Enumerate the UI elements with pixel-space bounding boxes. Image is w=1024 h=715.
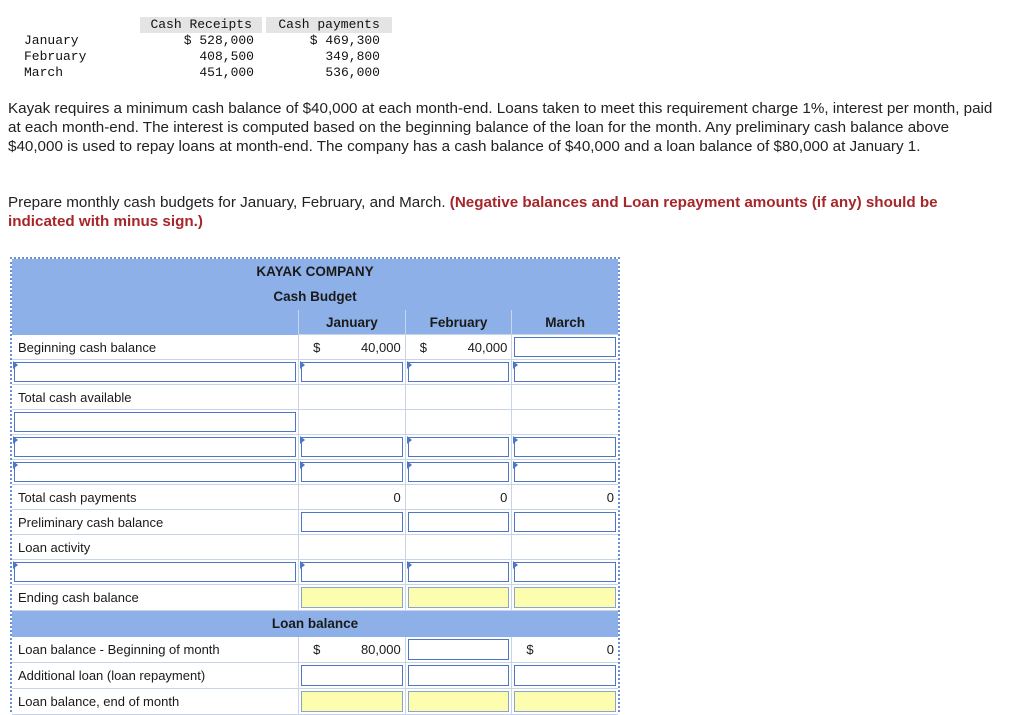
additional-loan-mar-input[interactable] [511,663,618,689]
dropdown-marker-icon [513,361,518,369]
cash-data-header [18,17,392,33]
value: 40,000 [467,339,508,355]
table-row [18,65,392,81]
currency-symbol: $ [526,642,534,657]
company-name: KAYAK COMPANY [256,264,374,279]
receipts-label-input[interactable] [12,360,298,385]
header-february: February [405,310,512,335]
receipts-mar-input[interactable] [511,360,618,385]
payment-feb-input[interactable] [405,460,512,485]
loan-end-jan-input[interactable] [298,689,405,715]
table-row [18,49,392,65]
dropdown-marker-icon [300,361,305,369]
loan-balance-title: Loan balance [271,616,359,631]
total-cash-available-mar [511,385,618,410]
dropdown-marker-icon [300,436,305,444]
month-label: March [24,65,64,80]
budget-title: Cash Budget [273,289,357,304]
preliminary-mar-input[interactable] [511,510,618,535]
instructions-paragraph: Kayak requires a minimum cash balance of $40,000 at each month-end. Loans taken to meet this requirement charge 1%, interest per month, paid at each month-end. The interest is computed based on the beginning balance of the loan for the month. Any preliminary cash balance above $40,000 is used to repay loans at month-end. The company has a cash balance of $40,000 and a loan balance of $80,000 at January 1. [8,100,993,155]
payment-mar-input[interactable] [511,435,618,460]
total-cash-payments-jan [298,485,405,510]
blank-cell [298,535,405,560]
total-cash-available-jan [298,385,405,410]
dropdown-marker-icon [513,461,518,469]
payment-label-input[interactable] [12,435,298,460]
ending-cash-feb-input[interactable] [405,585,512,611]
additional-loan-row [12,663,618,689]
title-row [12,284,618,310]
header-january: January [298,310,405,335]
loan-end-feb-input[interactable] [405,689,512,715]
dropdown-marker-icon [300,561,305,569]
preliminary-feb-input[interactable] [405,510,512,535]
month-label: January [24,33,79,48]
payment-jan-input[interactable] [298,460,405,485]
table-row [18,33,392,49]
loan-beginning-feb-input[interactable] [405,637,512,663]
loan-activity-label: Loan activity [12,535,298,560]
cash-data-table [18,17,392,81]
month-header-row [12,310,618,335]
dropdown-marker-icon [13,436,18,444]
payment-input-row [12,460,618,485]
blank-cell [405,535,512,560]
dropdown-marker-icon [13,361,18,369]
currency-symbol: $ [313,642,321,657]
beginning-cash-jan [298,335,405,360]
ending-cash-label: Ending cash balance [12,585,298,611]
preliminary-cash-label: Preliminary cash balance [12,510,298,535]
beginning-cash-row [12,335,618,360]
receipts-jan-input[interactable] [298,360,405,385]
loan-activity-label-input[interactable] [12,560,298,585]
dropdown-marker-icon [407,361,412,369]
dropdown-marker-icon [407,461,412,469]
header-blank [18,17,140,33]
loan-activity-feb-input[interactable] [405,560,512,585]
dropdown-marker-icon [513,436,518,444]
receipts-input-row [12,360,618,385]
payments-value: 349,800 [325,49,380,64]
currency-symbol: $ [313,339,321,355]
value: 80,000 [360,642,401,657]
loan-beginning-row [12,637,618,663]
header-label-blank [12,310,298,335]
value: 40,000 [360,339,401,355]
header-cash-payments: Cash payments [266,17,392,33]
total-cash-available-label: Total cash available [12,385,298,410]
beginning-cash-mar-input[interactable] [511,335,618,360]
ending-cash-row [12,585,618,611]
preliminary-jan-input[interactable] [298,510,405,535]
loan-activity-input-row [12,560,618,585]
currency-symbol: $ [419,339,427,355]
dropdown-marker-icon [13,461,18,469]
cash-budget-worksheet [10,257,620,712]
task-emphasis: (Negative balances and Loan repayment amounts (if any) should be indicated with minus sign.) [8,194,938,230]
payment-feb-input[interactable] [405,435,512,460]
additional-loan-feb-input[interactable] [405,663,512,689]
payment-input-row [12,435,618,460]
dropdown-marker-icon [513,561,518,569]
payments-value: $ 469,300 [309,33,380,48]
total-cash-payments-mar [511,485,618,510]
total-cash-payments-row [12,485,618,510]
value: 0 [500,489,508,505]
additional-loan-jan-input[interactable] [298,663,405,689]
beginning-cash-feb [405,335,512,360]
receipts-feb-input[interactable] [405,360,512,385]
header-cash-receipts: Cash Receipts [140,17,262,33]
payments-section-label-input[interactable] [12,410,298,435]
dropdown-marker-icon [300,461,305,469]
payment-mar-input[interactable] [511,460,618,485]
receipts-value: 451,000 [199,65,254,80]
receipts-value: $ 528,000 [183,33,254,48]
loan-end-row [12,689,618,715]
dropdown-marker-icon [407,436,412,444]
value: 0 [606,489,614,505]
value: 0 [393,489,401,505]
month-label: February [24,49,87,64]
value: 0 [606,642,614,657]
payment-jan-input[interactable] [298,435,405,460]
header-march: March [511,310,618,335]
loan-activity-row [12,535,618,560]
total-cash-payments-label: Total cash payments [12,485,298,510]
dropdown-marker-icon [13,561,18,569]
additional-loan-label: Additional loan (loan repayment) [12,663,298,689]
payments-section-label-row [12,410,618,435]
loan-beginning-mar [511,637,618,663]
payment-label-input[interactable] [12,460,298,485]
blank-cell [511,410,618,435]
preliminary-cash-row [12,510,618,535]
task-instructions [8,193,1008,231]
receipts-value: 408,500 [199,49,254,64]
payments-value: 536,000 [325,65,380,80]
company-row [12,259,618,284]
total-cash-available-row [12,385,618,410]
ending-cash-jan-input[interactable] [298,585,405,611]
loan-beginning-jan [298,637,405,663]
total-cash-available-feb [405,385,512,410]
loan-activity-jan-input[interactable] [298,560,405,585]
blank-cell [511,535,618,560]
beginning-cash-label: Beginning cash balance [12,335,298,360]
loan-end-mar-input[interactable] [511,689,618,715]
loan-balance-header-row [12,611,618,637]
loan-activity-mar-input[interactable] [511,560,618,585]
blank-cell [405,410,512,435]
loan-beginning-label: Loan balance - Beginning of month [12,637,298,663]
dropdown-marker-icon [407,561,412,569]
loan-end-label: Loan balance, end of month [12,689,298,715]
task-text: Prepare monthly cash budgets for January, February, and March. [8,194,450,211]
ending-cash-mar-input[interactable] [511,585,618,611]
total-cash-payments-feb [405,485,512,510]
blank-cell [298,410,405,435]
